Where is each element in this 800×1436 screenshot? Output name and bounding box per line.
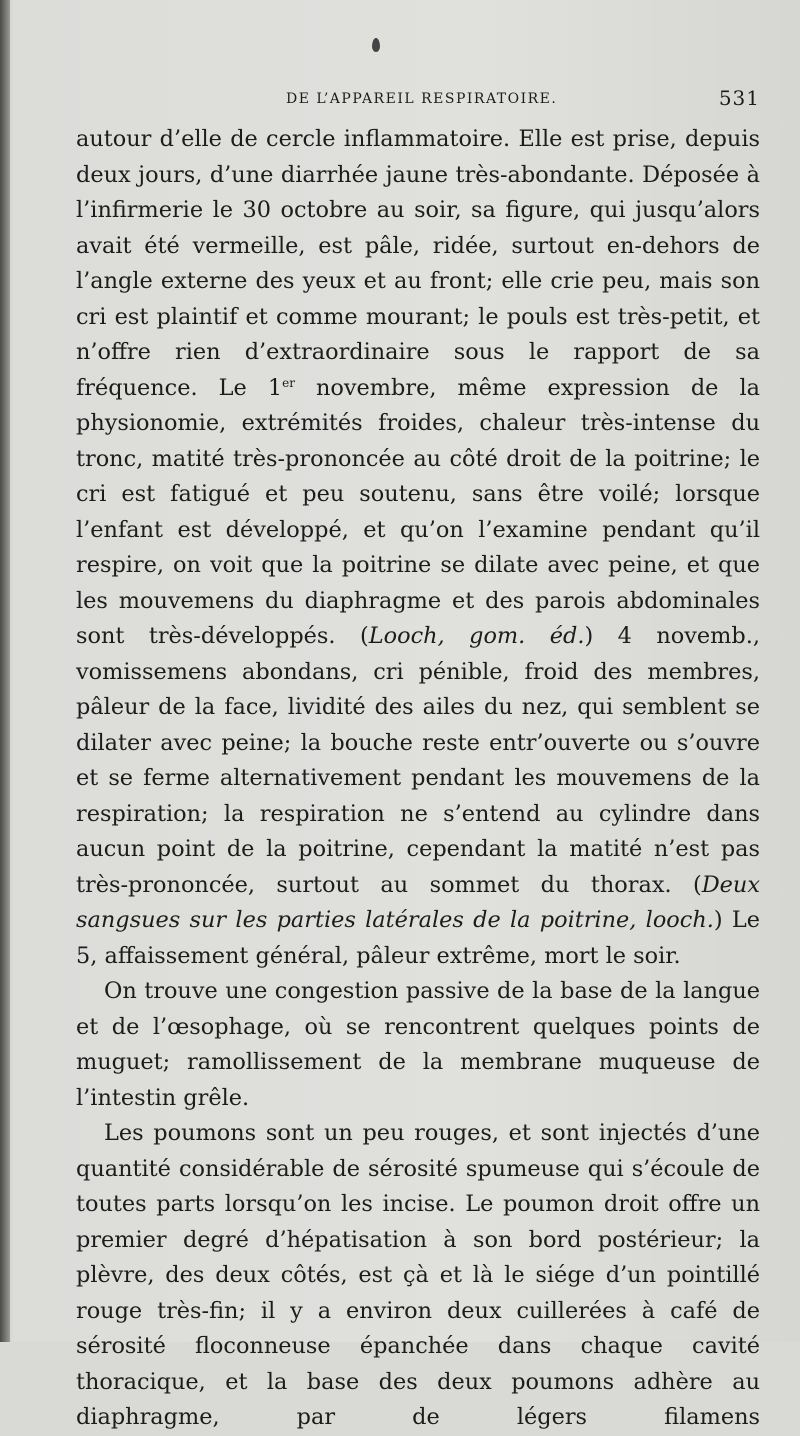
ink-mark [372, 38, 380, 52]
paragraph-1-part-3: ) 4 novemb., vomissemens abondans, cri pénible, froid des membres, pâleur de la face, lividité des ailes du nez, qui semblent se dilater avec peine; la bouche reste entr’ouverte ou s’ouvre et se ferme alternativement pendant les mouvemens de la respiration; la respiration ne s’entend au cylindre dans aucun point de la poitrine, cependant la matité n’est pas très-prononcée, surtout au sommet du thorax. ( [76, 623, 760, 898]
paragraph-2: On trouve une congestion passive de la base de la langue et de l’œsophage, où se rencontrent quelques points de muguet; ramollissement de la membrane muqueuse de l’intestin grêle. [76, 978, 760, 1111]
running-title: DE L’APPAREIL RESPIRATOIRE. [286, 91, 558, 107]
page-number: 531 [718, 86, 760, 110]
body-text [76, 122, 760, 1436]
paragraph-3: Les poumons sont un peu rouges, et sont injectés d’une quantité considérable de sérosité spumeuse qui s’écoule de toutes parts lorsqu’on les incise. Le poumon droit offre un premier degré d’hépatisation à son bord postérieur; la plèvre, des deux côtés, est çà et là le siége d’un pointillé rouge très-fin; il y a environ deux cuillerées à café de sérosité floconneuse épanchée dans chaque cavité thoracique, et la base des deux poumons adhère au diaphragme, par de légers filamens [76, 1120, 760, 1430]
book-spine-shadow [0, 0, 10, 1342]
prescription-italic-1: Looch, gom. éd. [368, 623, 585, 649]
ordinal-suffix: er [282, 375, 295, 390]
page-header [76, 88, 760, 112]
paragraph-1-part-1: autour d’elle de cercle inflammatoire. Elle est prise, depuis deux jours, d’une diarrhée jaune très-abondante. Déposée à l’infirmerie le 30 octobre au soir, sa figure, qui jusqu’alors avait été vermeille, est pâle, ridée, surtout en-dehors de l’angle externe des yeux et au front; elle crie peu, mais son cri est plaintif et comme mourant; le pouls est très-petit, et n’offre rien d’extraordinaire sous le rapport de sa fréquence. Le 1 [76, 126, 760, 401]
paragraph-1-part-2: novembre, même expression de la physionomie, extrémités froides, chaleur très-intense du tronc, matité très-prononcée au côté droit de la poitrine; le cri est fatigué et peu soutenu, sans être voilé; lorsque l’enfant est développé, et qu’on l’examine pendant qu’il respire, on voit que la poitrine se dilate avec peine, et que les mouvemens du diaphragme et des parois abdominales sont très-développés. ( [76, 374, 760, 649]
paragraph-1-part-4: ) Le 5, affaissement général, pâleur extrême, mort le soir. [76, 907, 760, 969]
paragraph-1 [76, 122, 760, 974]
prescription-italic-2: Deux sangsues sur les parties latérales de la poitrine, looch. [76, 871, 760, 933]
